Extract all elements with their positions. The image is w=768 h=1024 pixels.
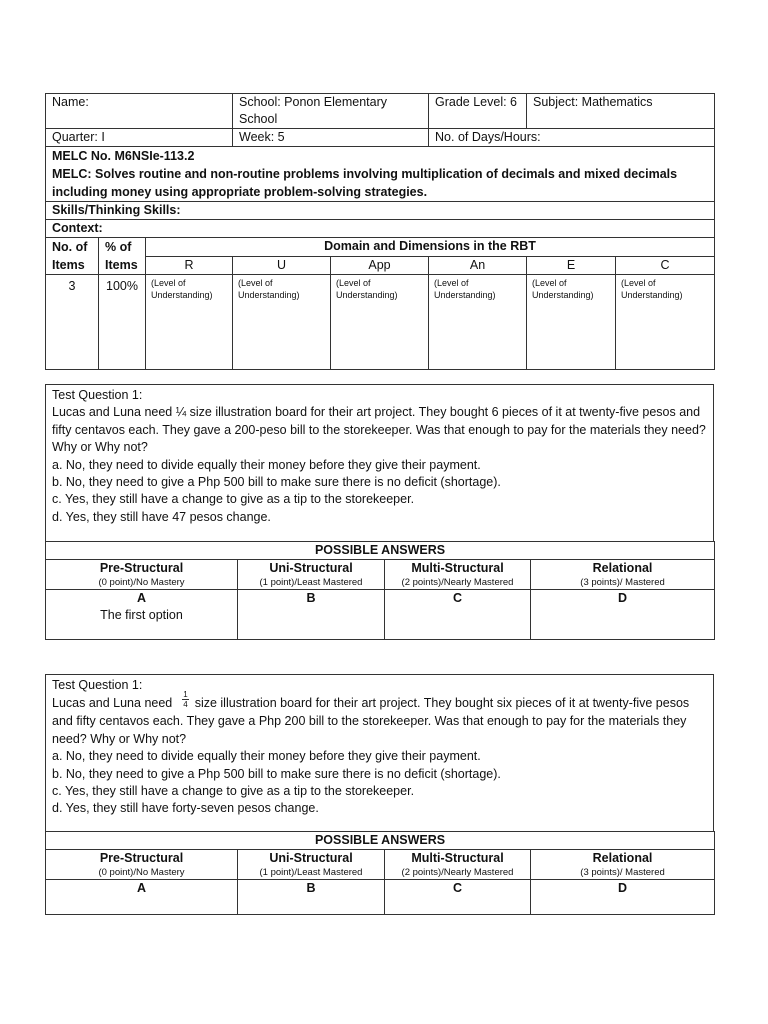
question-2-option-d: d. Yes, they still have forty-seven pesos change. (52, 801, 319, 816)
level-multi-structural: Multi-Structural (2 points)/Nearly Mastered (385, 850, 531, 880)
level-multi-structural: Multi-Structural (2 points)/Nearly Mastered (385, 560, 531, 590)
question-1-option-c: c. Yes, they still have a change to give as a tip to the storekeeper. (52, 492, 415, 507)
answer-cell-c: C (385, 590, 531, 640)
question-1-box (45, 384, 714, 542)
question-2-option-c: c. Yes, they still have a change to give as a tip to the storekeeper. (52, 784, 415, 799)
level-note-e: (Level of Understanding) (527, 275, 616, 370)
answer-cell-d: D (531, 590, 715, 640)
rbt-evaluate: E (527, 256, 616, 275)
lesson-info-table (45, 93, 715, 370)
rbt-understand: U (233, 256, 331, 275)
level-relational: Relational (3 points)/ Mastered (531, 560, 715, 590)
question-2-box (45, 674, 714, 832)
answer-cell-c: C (385, 880, 531, 915)
level-note-an: (Level of Understanding) (429, 275, 527, 370)
pct-value: 100% (99, 275, 146, 370)
skills-field: Skills/Thinking Skills: (46, 202, 715, 220)
question-2-stem: Lucas and Luna need $\frac{1}{4}$ size illustration board for their art project. They bought six pieces of it at twenty-five pesos and fifty centavos each. They gave a Php 200 bill to the storekeeper. Was that enough to pay for the materials they need? Why or Why not? (52, 690, 690, 746)
question-1-stem: Lucas and Luna need ¼ size illustration board for their art project. They bought 6 pieces of it at twenty-five pesos and fifty centavos each. They gave a 200-peso bill to the storekeeper. Was that enough to pay for the materials they need? Why or Why not? (52, 405, 706, 455)
pct-of-items-header (99, 238, 146, 275)
level-note-r: (Level of Understanding) (146, 275, 233, 370)
possible-answers-title: POSSIBLE ANSWERS (46, 542, 715, 560)
answer-cell-b: B (238, 590, 385, 640)
pct-of-items-line1: % of (105, 240, 132, 254)
answer-note: The first option (100, 608, 183, 622)
week-field: Week: 5 (233, 129, 429, 147)
possible-answers-title: POSSIBLE ANSWERS (46, 832, 715, 850)
question-1-answers-table (45, 541, 715, 640)
items-value: 3 (46, 275, 99, 370)
melc-number: MELC No. M6NSIe-113.2 (52, 149, 195, 163)
level-relational: Relational (3 points)/ Mastered (531, 850, 715, 880)
answer-cell-a: A The first option (46, 590, 238, 640)
domain-header: Domain and Dimensions in the RBT (146, 238, 715, 257)
no-of-items-header (46, 238, 99, 275)
answer-cell-b: B (238, 880, 385, 915)
quarter-field: Quarter: I (46, 129, 233, 147)
question-2-option-b: b. No, they need to give a Php 500 bill to make sure there is no deficit (shortage). (52, 766, 501, 781)
subject-field: Subject: Mathematics (527, 94, 715, 129)
level-note-u: (Level of Understanding) (233, 275, 331, 370)
level-note-app: (Level of Understanding) (331, 275, 429, 370)
level-pre-structural: Pre-Structural (0 point)/No Mastery (46, 560, 238, 590)
question-2-answers-table (45, 831, 715, 915)
melc-description: MELC: Solves routine and non-routine problems involving multiplication of decimals and mixed decimals including money using appropriate problem-solving strategies. (52, 167, 678, 199)
question-1-title: Test Question 1: (52, 388, 143, 402)
level-note-c: (Level of Understanding) (616, 275, 715, 370)
level-uni-structural: Uni-Structural (1 point)/Least Mastered (238, 850, 385, 880)
question-2-option-a: a. No, they need to divide equally their money before they give their payment. (52, 749, 481, 764)
context-field: Context: (46, 220, 715, 238)
pct-of-items-line2: Items (105, 258, 138, 272)
level-uni-structural: Uni-Structural (1 point)/Least Mastered (238, 560, 385, 590)
question-2-title: Test Question 1: (52, 678, 143, 692)
question-1-option-b: b. No, they need to give a Php 500 bill to make sure there is no deficit (shortage). (52, 475, 501, 490)
question-1-option-d: d. Yes, they still have 47 pesos change. (52, 509, 271, 524)
no-of-items-line1: No. of (52, 240, 88, 254)
days-field: No. of Days/Hours: (429, 129, 715, 147)
no-of-items-line2: Items (52, 258, 85, 272)
rbt-remember: R (146, 256, 233, 275)
answer-cell-d: D (531, 880, 715, 915)
fraction-one-fourth: $\frac{1}{4}$ (183, 690, 188, 710)
rbt-analyze: An (429, 256, 527, 275)
rbt-create: C (616, 256, 715, 275)
grade-field: Grade Level: 6 (429, 94, 527, 129)
school-field: School: Ponon Elementary School (233, 94, 429, 129)
level-pre-structural: Pre-Structural (0 point)/No Mastery (46, 850, 238, 880)
question-1-option-a: a. No, they need to divide equally their money before they give their payment. (52, 457, 481, 472)
rbt-apply: App (331, 256, 429, 275)
name-field: Name: (46, 94, 233, 129)
answer-cell-a: A (46, 880, 238, 915)
